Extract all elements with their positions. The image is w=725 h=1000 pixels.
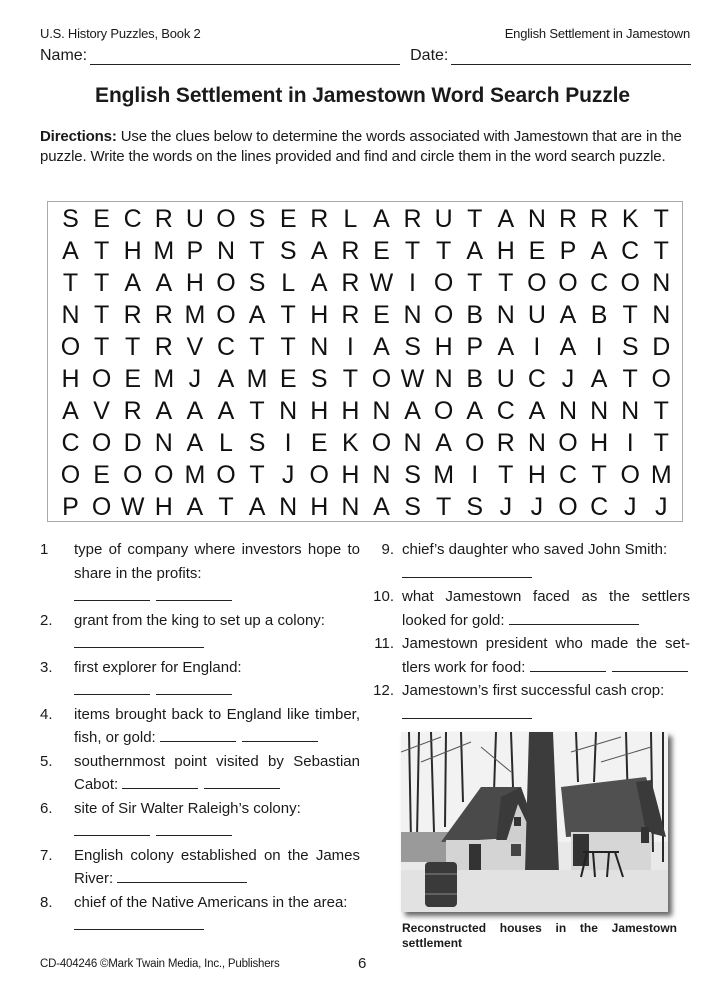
puzzle-letter[interactable]: A (248, 493, 266, 521)
puzzle-letter[interactable]: D (123, 429, 142, 457)
puzzle-letter[interactable]: N (527, 429, 546, 457)
puzzle-letter[interactable]: E (93, 205, 110, 233)
puzzle-letter[interactable]: T (467, 205, 483, 233)
puzzle-letter[interactable]: O (433, 269, 454, 297)
puzzle-letter[interactable]: M (433, 461, 455, 489)
clue-body (402, 632, 690, 679)
puzzle-row (56, 203, 676, 235)
puzzle-letter[interactable]: T (404, 237, 421, 265)
name-label: Name: (40, 47, 88, 64)
jamestown-houses-photo (401, 732, 668, 912)
puzzle-letter[interactable]: M (153, 237, 175, 265)
answer-blank[interactable] (242, 730, 318, 742)
clue-item (40, 609, 360, 656)
puzzle-letter[interactable]: A (404, 397, 421, 425)
page-number: 6 (358, 955, 367, 972)
clue-number: 12. (373, 682, 394, 699)
clue-body (74, 750, 360, 797)
puzzle-letter[interactable]: A (373, 205, 390, 233)
puzzle-letter[interactable]: O (216, 205, 236, 233)
puzzle-letter[interactable]: N (279, 397, 298, 425)
puzzle-letter[interactable]: O (60, 333, 81, 361)
clue-item (40, 656, 360, 703)
clue-text: items brought back to England like timber, fish, or gold: (74, 705, 360, 746)
puzzle-letter[interactable]: R (123, 397, 142, 425)
puzzle-letter[interactable]: T (93, 237, 110, 265)
puzzle-letter[interactable]: N (652, 301, 671, 329)
puzzle-letter[interactable]: A (466, 237, 484, 265)
puzzle-letter[interactable]: A (310, 237, 328, 265)
puzzle-letter[interactable]: E (93, 461, 110, 489)
puzzle-letter[interactable]: H (341, 461, 360, 489)
puzzle-letter[interactable]: N (216, 237, 235, 265)
puzzle-letter[interactable]: E (528, 237, 546, 265)
puzzle-letter[interactable]: I (533, 333, 541, 361)
puzzle-letter[interactable]: T (498, 269, 514, 297)
puzzle-letter[interactable]: K (621, 205, 639, 233)
puzzle-letter[interactable]: T (622, 301, 638, 329)
page-title: English Settlement in Jamestown Word Search Puzzle (95, 84, 630, 107)
puzzle-letter[interactable]: P (186, 237, 204, 265)
puzzle-letter[interactable]: N (496, 301, 515, 329)
puzzle-letter[interactable]: R (123, 301, 142, 329)
puzzle-letter[interactable]: T (653, 397, 669, 425)
clue-body (74, 656, 360, 703)
puzzle-letter[interactable]: O (122, 461, 143, 489)
puzzle-letter[interactable]: T (93, 301, 110, 329)
puzzle-letter[interactable]: S (248, 429, 266, 457)
puzzle-letter[interactable]: A (497, 333, 515, 361)
puzzle-letter[interactable]: B (466, 301, 484, 329)
clue-text: chief of the Native Americans in the area: (74, 893, 348, 911)
answer-blank[interactable] (122, 777, 198, 789)
clue-item (40, 891, 360, 938)
clue-number: 7. (40, 846, 53, 864)
puzzle-letter[interactable]: N (403, 429, 422, 457)
puzzle-letter[interactable]: A (590, 237, 608, 265)
puzzle-letter[interactable]: P (62, 493, 79, 521)
clue-item (40, 703, 360, 750)
name-field[interactable] (90, 51, 400, 65)
puzzle-letter[interactable]: O (527, 269, 547, 297)
puzzle-letter[interactable]: I (626, 429, 634, 457)
clue-text: site of Sir Walter Raleigh’s colony: (74, 799, 301, 817)
date-label: Date: (410, 47, 449, 64)
answer-blank[interactable] (204, 777, 280, 789)
clue-item (368, 538, 690, 585)
puzzle-letter[interactable]: T (467, 269, 483, 297)
puzzle-letter[interactable]: N (590, 397, 609, 425)
section-title: English Settlement in Jamestown (504, 26, 690, 41)
answer-blank[interactable] (117, 871, 247, 883)
puzzle-letter[interactable]: U (434, 205, 453, 233)
puzzle-letter[interactable]: O (558, 269, 578, 297)
puzzle-letter[interactable]: R (590, 205, 609, 233)
puzzle-letter[interactable]: V (186, 333, 204, 361)
puzzle-letter[interactable]: N (372, 397, 391, 425)
puzzle-letter[interactable]: H (590, 429, 609, 457)
puzzle-letter[interactable]: U (527, 301, 546, 329)
puzzle-letter[interactable]: I (346, 333, 354, 361)
clue-text: English colony established on the James River: (74, 846, 360, 887)
puzzle-letter[interactable]: A (373, 493, 390, 521)
puzzle-letter[interactable]: O (433, 301, 454, 329)
puzzle-letter[interactable]: W (120, 493, 145, 521)
clue-number: 8. (40, 893, 53, 911)
puzzle-letter[interactable]: A (186, 397, 204, 425)
puzzle-letter[interactable]: K (342, 429, 359, 457)
puzzle-letter[interactable]: A (217, 397, 235, 425)
puzzle-letter[interactable]: A (435, 429, 452, 457)
clue-body (74, 844, 360, 891)
puzzle-letter[interactable]: A (559, 301, 577, 329)
puzzle-letter[interactable]: T (280, 301, 296, 329)
clue-number: 11. (374, 635, 394, 652)
puzzle-letter[interactable]: T (653, 429, 669, 457)
puzzle-letter[interactable]: O (464, 429, 485, 457)
answer-blank[interactable] (402, 707, 532, 719)
puzzle-letter[interactable]: M (184, 301, 206, 329)
puzzle-letter[interactable]: R (558, 205, 578, 233)
puzzle-letter[interactable]: T (249, 333, 265, 361)
clue-body (402, 679, 690, 726)
puzzle-letter[interactable]: T (591, 461, 607, 489)
clues-column-right (368, 538, 690, 726)
puzzle-letter[interactable]: T (435, 493, 452, 521)
puzzle-letter[interactable]: S (310, 365, 328, 393)
puzzle-letter[interactable]: S (248, 269, 266, 297)
puzzle-letter[interactable]: H (496, 237, 515, 265)
puzzle-letter[interactable]: R (154, 205, 173, 233)
puzzle-letter[interactable]: R (310, 205, 329, 233)
puzzle-letter[interactable]: E (310, 429, 328, 457)
clue-body (74, 891, 360, 938)
puzzle-letter[interactable]: N (621, 397, 640, 425)
puzzle-letter[interactable]: I (471, 461, 479, 489)
puzzle-letter[interactable]: H (61, 365, 80, 393)
puzzle-letter[interactable]: R (341, 269, 360, 297)
puzzle-row (56, 235, 676, 267)
answer-blank[interactable] (402, 566, 532, 578)
answer-blank[interactable] (160, 730, 236, 742)
photo-caption: Reconstructed houses in the Jamestown settlement (402, 921, 677, 950)
puzzle-letter[interactable]: T (498, 461, 514, 489)
puzzle-letter[interactable]: N (527, 205, 546, 233)
clue-body (74, 609, 360, 656)
puzzle-letter[interactable]: P (466, 333, 484, 361)
clue-item (40, 538, 360, 609)
puzzle-letter[interactable]: S (621, 333, 639, 361)
puzzle-letter[interactable]: A (155, 397, 173, 425)
puzzle-letter[interactable]: T (218, 493, 234, 521)
puzzle-letter[interactable]: S (248, 205, 266, 233)
puzzle-letter[interactable]: H (310, 397, 329, 425)
clue-text: Jamestown’s first successful cash crop: (402, 682, 665, 699)
puzzle-letter[interactable]: A (248, 301, 266, 329)
puzzle-letter[interactable]: A (590, 365, 608, 393)
date-field[interactable] (451, 51, 691, 65)
puzzle-letter[interactable]: J (281, 461, 295, 489)
puzzle-letter[interactable]: A (186, 493, 204, 521)
clue-number: 9. (381, 541, 394, 558)
puzzle-letter[interactable]: T (280, 333, 296, 361)
puzzle-letter[interactable]: N (403, 301, 422, 329)
puzzle-letter[interactable]: C (496, 397, 515, 425)
clue-text: grant from the king to set up a colony: (74, 611, 325, 629)
clues-column-left (40, 538, 360, 938)
clue-item (40, 844, 360, 891)
puzzle-letter[interactable]: T (249, 397, 265, 425)
puzzle-letter[interactable]: A (155, 269, 173, 297)
puzzle-letter[interactable]: R (341, 237, 360, 265)
puzzle-letter[interactable]: S (404, 493, 421, 521)
puzzle-row (56, 267, 676, 299)
puzzle-letter[interactable]: R (154, 301, 173, 329)
puzzle-letter[interactable]: N (61, 301, 80, 329)
puzzle-letter[interactable]: A (373, 333, 390, 361)
puzzle-letter[interactable]: N (154, 429, 173, 457)
answer-blank[interactable] (612, 660, 688, 672)
puzzle-row (56, 363, 676, 395)
puzzle-letter[interactable]: O (154, 461, 174, 489)
puzzle-letter[interactable]: E (279, 365, 297, 393)
publisher-footer: CD-404246 ©Mark Twain Media, Inc., Publishers (40, 958, 280, 970)
puzzle-letter[interactable]: E (124, 365, 142, 393)
puzzle-letter[interactable]: T (93, 269, 110, 297)
puzzle-letter[interactable]: A (217, 365, 235, 393)
puzzle-letter[interactable]: O (651, 365, 671, 393)
puzzle-letter[interactable]: H (341, 397, 360, 425)
puzzle-letter[interactable]: R (496, 429, 515, 457)
puzzle-letter[interactable]: H (310, 301, 329, 329)
puzzle-letter[interactable]: P (559, 237, 577, 265)
puzzle-letter[interactable]: J (561, 365, 575, 393)
puzzle-letter[interactable]: A (466, 397, 484, 425)
puzzle-letter[interactable]: O (91, 365, 112, 393)
puzzle-letter[interactable]: H (154, 493, 173, 521)
puzzle-letter[interactable]: O (216, 269, 236, 297)
puzzle-letter[interactable]: A (310, 269, 328, 297)
puzzle-letter[interactable]: W (369, 269, 394, 297)
puzzle-letter[interactable]: M (246, 365, 268, 393)
puzzle-row (56, 459, 676, 491)
puzzle-letter[interactable]: S (62, 205, 79, 233)
clue-number: 10. (373, 588, 394, 605)
puzzle-letter[interactable]: H (310, 493, 329, 521)
puzzle-letter[interactable]: C (558, 461, 578, 489)
puzzle-letter[interactable]: A (124, 269, 142, 297)
clue-body (74, 538, 360, 609)
clue-item (368, 585, 690, 632)
puzzle-letter[interactable]: J (188, 365, 202, 393)
puzzle-letter[interactable]: J (499, 493, 513, 521)
answer-blank[interactable] (74, 683, 150, 695)
puzzle-letter[interactable]: B (466, 365, 484, 393)
puzzle-letter[interactable]: T (435, 237, 452, 265)
clue-text: what Jamestown faced as the settlers looked for gold: (402, 588, 690, 629)
puzzle-letter[interactable]: A (528, 397, 546, 425)
puzzle-letter[interactable]: T (249, 237, 265, 265)
puzzle-letter[interactable]: W (400, 365, 425, 393)
directions-text: Use the clues below to determine the words associated with Jamestown that are in the puzzle. Write the words on the lines provided and find and circle them in the word search puzzle. (40, 128, 682, 165)
answer-blank[interactable] (74, 918, 204, 930)
puzzle-letter[interactable]: O (620, 461, 640, 489)
puzzle-letter[interactable]: T (125, 333, 141, 361)
word-search-grid[interactable] (47, 201, 683, 522)
puzzle-letter[interactable]: J (530, 493, 544, 521)
puzzle-letter[interactable]: E (279, 205, 297, 233)
puzzle-letter[interactable]: H (434, 333, 453, 361)
puzzle-row (56, 395, 676, 427)
puzzle-letter[interactable]: N (310, 333, 329, 361)
clue-text: first explorer for England: (74, 658, 242, 676)
puzzle-letter[interactable]: R (341, 301, 360, 329)
puzzle-letter[interactable]: H (527, 461, 546, 489)
clue-body (402, 585, 690, 632)
puzzle-letter[interactable]: C (621, 237, 640, 265)
puzzle-letter[interactable]: T (653, 237, 669, 265)
answer-blank[interactable] (530, 660, 606, 672)
puzzle-letter[interactable]: S (404, 461, 421, 489)
puzzle-letter[interactable]: V (93, 397, 110, 425)
puzzle-letter[interactable]: T (93, 333, 110, 361)
puzzle-letter[interactable]: U (496, 365, 515, 393)
clue-text: southernmost point visited by Sebastian Cabot: (74, 752, 360, 793)
puzzle-letter[interactable]: T (653, 205, 669, 233)
puzzle-letter[interactable]: R (154, 333, 173, 361)
photo-image (401, 732, 668, 912)
puzzle-letter[interactable]: L (343, 205, 358, 233)
puzzle-row (56, 299, 676, 331)
clue-body (402, 538, 690, 585)
answer-blank[interactable] (156, 683, 232, 695)
puzzle-letter[interactable]: C (61, 429, 80, 457)
puzzle-letter[interactable]: U (185, 205, 204, 233)
puzzle-letter[interactable]: A (497, 205, 515, 233)
puzzle-letter[interactable]: A (559, 333, 577, 361)
puzzle-letter[interactable]: S (466, 493, 484, 521)
puzzle-letter[interactable]: N (434, 365, 453, 393)
puzzle-row (56, 331, 676, 363)
answer-blank[interactable] (509, 613, 639, 625)
puzzle-letter[interactable]: A (62, 397, 79, 425)
puzzle-letter[interactable]: C (123, 205, 142, 233)
puzzle-letter[interactable]: H (185, 269, 204, 297)
puzzle-letter[interactable]: H (123, 237, 142, 265)
puzzle-letter[interactable]: J (623, 493, 637, 521)
puzzle-letter[interactable]: N (652, 269, 671, 297)
puzzle-letter[interactable]: C (527, 365, 546, 393)
answer-blank[interactable] (74, 589, 150, 601)
clue-item (40, 797, 360, 844)
puzzle-letter[interactable]: C (216, 333, 235, 361)
clue-text: type of company where investors hope to share in the profits: (74, 541, 360, 582)
puzzle-letter[interactable]: O (433, 397, 454, 425)
puzzle-letter[interactable]: N (341, 493, 360, 521)
answer-blank[interactable] (156, 824, 232, 836)
answer-blank[interactable] (74, 636, 204, 648)
puzzle-letter[interactable]: L (219, 429, 233, 457)
clue-text: chief’s daughter who saved John Smith: (402, 541, 668, 558)
name-date-row (40, 47, 691, 65)
puzzle-letter[interactable]: O (371, 429, 392, 457)
puzzle-letter[interactable]: T (249, 461, 265, 489)
puzzle-letter[interactable]: O (216, 301, 236, 329)
clue-item (40, 750, 360, 797)
puzzle-letter[interactable]: O (91, 429, 112, 457)
puzzle-letter[interactable]: I (284, 429, 292, 457)
clue-number: 5. (40, 752, 53, 770)
puzzle-letter[interactable]: M (650, 461, 672, 489)
puzzle-letter[interactable]: O (60, 461, 81, 489)
clue-body (74, 703, 360, 750)
clue-number: 1 (40, 541, 49, 558)
puzzle-letter[interactable]: T (622, 365, 638, 393)
puzzle-letter[interactable]: D (652, 333, 671, 361)
clue-number: 2. (40, 611, 53, 629)
puzzle-letter[interactable]: I (409, 269, 416, 297)
puzzle-row (56, 427, 676, 459)
clue-text: Jamestown president who made the set-tlers work for food: (402, 635, 690, 676)
puzzle-row (56, 491, 676, 523)
directions (40, 127, 688, 167)
puzzle-letter[interactable]: E (373, 237, 390, 265)
puzzle-letter[interactable]: L (281, 269, 296, 297)
puzzle-letter[interactable]: O (620, 269, 640, 297)
puzzle-letter[interactable]: A (62, 237, 79, 265)
puzzle-letter[interactable]: O (371, 365, 392, 393)
directions-label: Directions: (40, 128, 117, 145)
puzzle-letter[interactable]: N (558, 397, 578, 425)
clue-number: 4. (40, 705, 53, 723)
clue-number: 6. (40, 799, 53, 817)
answer-blank[interactable] (156, 589, 232, 601)
puzzle-letter[interactable]: M (153, 365, 175, 393)
book-title: U.S. History Puzzles, Book 2 (40, 26, 201, 41)
puzzle-letter[interactable]: S (279, 237, 297, 265)
puzzle-letter[interactable]: N (372, 461, 391, 489)
puzzle-letter[interactable]: C (590, 269, 609, 297)
puzzle-letter[interactable]: C (590, 493, 609, 521)
puzzle-letter[interactable]: T (62, 269, 79, 297)
clue-body (74, 797, 360, 844)
puzzle-letter[interactable]: N (279, 493, 298, 521)
puzzle-letter[interactable]: B (590, 301, 608, 329)
clue-item (368, 632, 690, 679)
puzzle-letter[interactable]: R (403, 205, 422, 233)
puzzle-letter[interactable]: O (558, 429, 578, 457)
puzzle-letter[interactable]: O (91, 493, 112, 521)
clue-item (368, 679, 690, 726)
puzzle-letter[interactable]: I (595, 333, 603, 361)
puzzle-letter[interactable]: M (184, 461, 206, 489)
puzzle-letter[interactable]: A (186, 429, 204, 457)
puzzle-letter[interactable]: S (404, 333, 421, 361)
puzzle-letter[interactable]: O (558, 493, 578, 521)
clue-number: 3. (40, 658, 53, 676)
puzzle-letter[interactable]: J (655, 493, 668, 521)
puzzle-letter[interactable]: E (373, 301, 390, 329)
puzzle-letter[interactable]: T (342, 365, 358, 393)
puzzle-letter[interactable]: O (216, 461, 236, 489)
answer-blank[interactable] (74, 824, 150, 836)
puzzle-letter[interactable]: O (309, 461, 329, 489)
